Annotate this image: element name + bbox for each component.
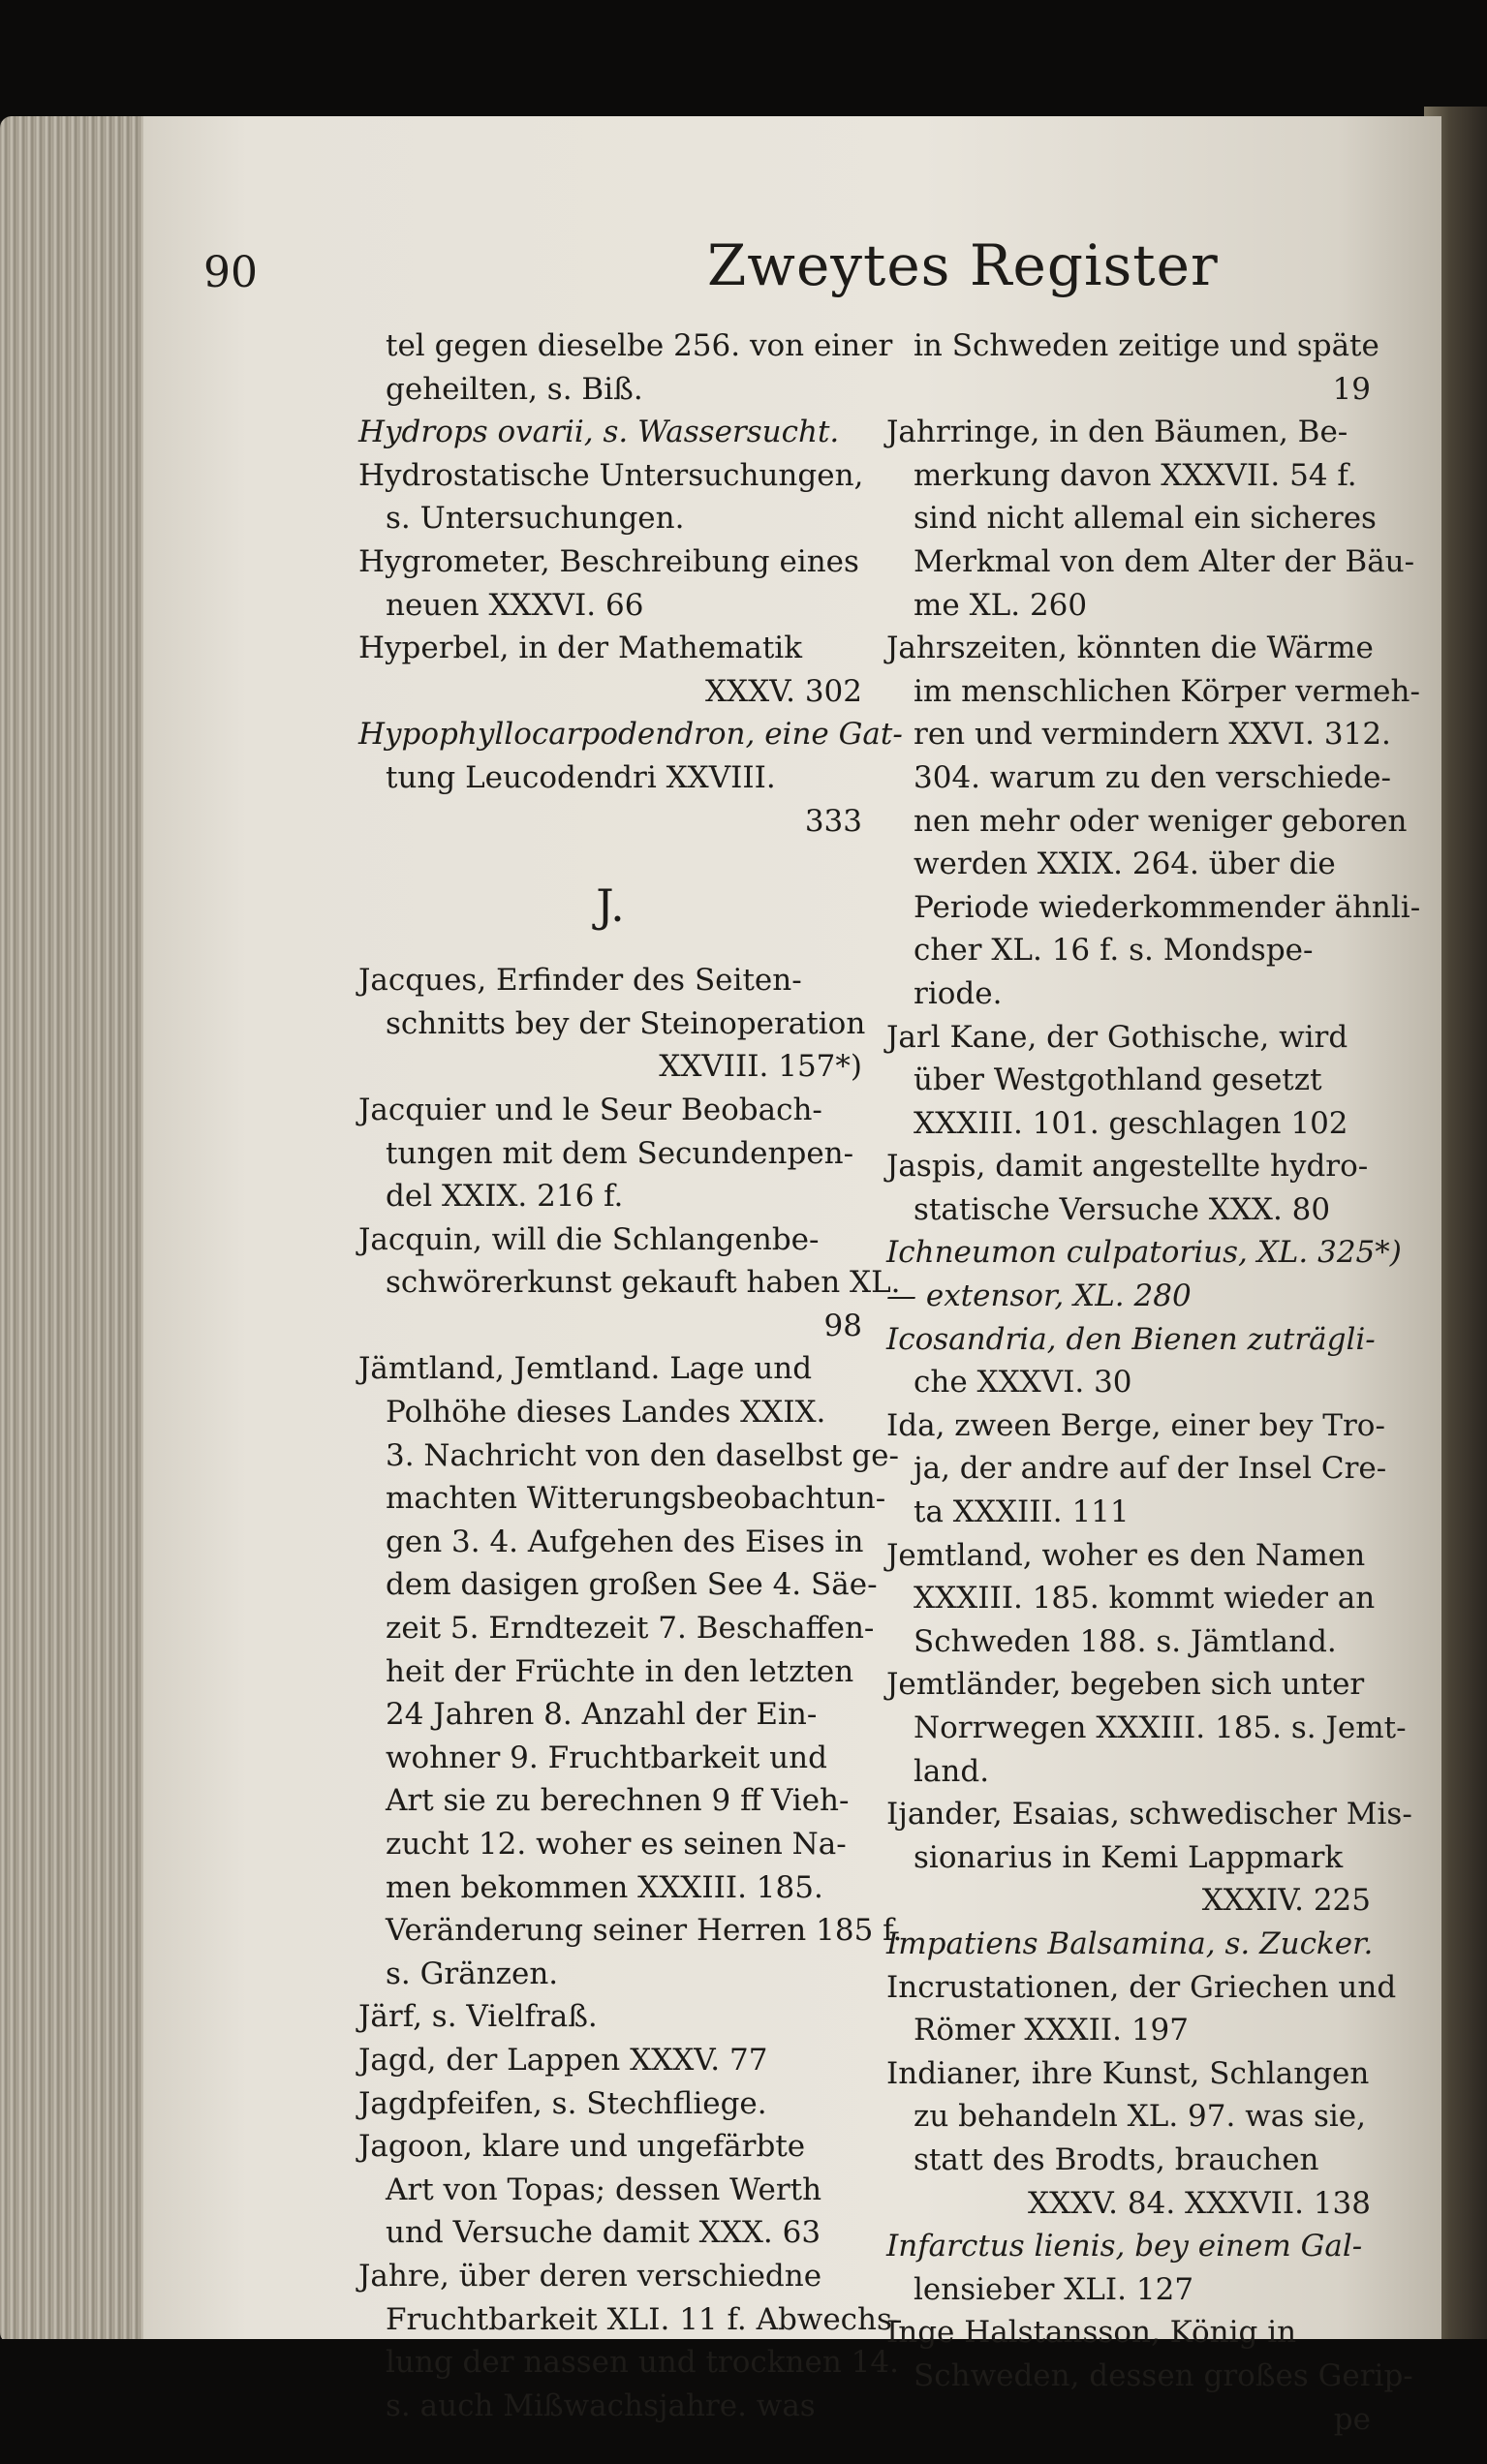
index-entry-line: Jemtland, woher es den Namen [886,1537,1366,1573]
index-entry-line: Icosandria, den Bienen zuträgli- [886,1321,1376,1357]
index-entry-line: Infarctus lienis, bey einem Gal- [886,2229,1363,2264]
index-entry-line: Jahrszeiten, könnten die Wärme [886,631,1374,666]
index-entry-line: Impatiens Balsamina, s. Zucker. [886,1925,1374,1961]
index-entry-line: me XL. 260 [914,587,1088,623]
index-entry-line: riode. [914,975,1003,1011]
index-entry-line: Hyperbel, in der Mathematik [358,631,802,666]
index-entry-line: Jemtländer, begeben sich unter [886,1667,1365,1703]
index-entry-line: Art sie zu berechnen 9 ff Vieh- [386,1783,850,1819]
index-entry-line: zucht 12. woher es seinen Na- [386,1827,847,1862]
index-entry-line: 19 [1332,371,1371,407]
index-entry-line: Jacquier und le Seur Beobach- [358,1092,822,1127]
index-entry-line: XXXIII. 185. kommt wieder an [914,1581,1376,1617]
index-entry-line: ren und vermindern XXVI. 312. [914,717,1391,753]
index-entry-line: tung Leucodendri XXVIII. [386,759,776,795]
index-entry-line: Ichneumon culpatorius, XL. 325*) [886,1235,1402,1271]
index-entry-line: Jaspis, damit angestellte hydro- [886,1149,1369,1185]
index-entry-line: XXVIII. 157*) [659,1049,862,1085]
index-entry-line: wohner 9. Fruchtbarkeit und [386,1740,827,1775]
index-entry-line: über Westgothland gesetzt [914,1063,1322,1098]
index-entry-line: sind nicht allemal ein sicheres [914,501,1377,537]
index-entry-line: Ida, zween Berge, einer bey Tro- [886,1407,1385,1443]
index-entry-line: Jahre, über deren verschiedne [358,2258,822,2294]
index-entry-line: Inge Halstansson, König in [886,2315,1297,2351]
index-entry-line: statt des Brodts, brauchen [914,2141,1319,2177]
index-entry-line: lung der nassen und trocknen 14. [386,2345,899,2381]
index-entry-line: merkung davon XXXVII. 54 f. [914,457,1357,493]
index-entry-line: 24 Jahren 8. Anzahl der Ein- [386,1697,818,1733]
index-entry-line: s. Untersuchungen. [386,501,685,537]
index-entry-line: Merkmal von dem Alter der Bäu- [914,543,1415,579]
index-entry-line: men bekommen XXXIII. 185. [386,1869,823,1905]
index-entry-line: Jagoon, klare und ungefärbte [358,2129,806,2165]
index-entry-line: 304. warum zu den verschiede- [914,759,1391,795]
index-entry-line: dem dasigen großen See 4. Säe- [386,1567,878,1603]
index-entry-line: Hydrostatische Untersuchungen, [358,457,864,493]
index-entry-line: land. [914,1753,990,1789]
index-entry-line: ja, der andre auf der Insel Cre- [914,1451,1387,1487]
index-entry-line: Jagd, der Lappen XXXV. 77 [358,2042,768,2078]
index-entry-line: neuen XXXVI. 66 [386,587,644,623]
index-entry-line: XXXIII. 101. geschlagen 102 [914,1105,1348,1141]
index-entry-line: machten Witterungsbeobachtun- [386,1481,886,1517]
index-entry-line: schnitts bey der Steinoperation [386,1005,866,1041]
index-entry-line: XXXIV. 225 [1201,1883,1371,1919]
index-entry-line: zu behandeln XL. 97. was sie, [914,2099,1366,2135]
index-entry-line: — extensor, XL. 280 [886,1278,1192,1314]
index-entry-line: statische Versuche XXX. 80 [914,1191,1331,1227]
index-entry-line: geheilten, s. Biß. [386,371,643,407]
index-entry-line: im menschlichen Körper vermeh- [914,673,1420,709]
index-entry-line: Hypophyllocarpodendron, eine Gat- [358,717,903,753]
index-entry-line: Hydrops ovarii, s. Wassersucht. [358,415,840,450]
index-entry-line: XXXV. 302 [704,673,862,709]
index-entry-line: Veränderung seiner Herren 185 f. [386,1913,903,1949]
running-head: Zweytes Register [707,232,1219,298]
book-page-edges [0,116,145,2344]
index-entry-line: Jämtland, Jemtland. Lage und [358,1351,813,1387]
index-entry-line: s. Gränzen. [386,1956,559,1991]
index-entry-line: heit der Früchte in den letzten [386,1653,854,1689]
index-entry-line: 3. Nachricht von den daselbst ge- [386,1437,899,1473]
index-entry-line: Ijander, Esaias, schwedischer Mis- [886,1797,1412,1833]
index-entry-line: sionarius in Kemi Lappmark [914,1839,1344,1875]
index-column-right [886,324,1421,2441]
index-entry-line: Römer XXXII. 197 [914,2013,1189,2048]
index-entry-line: Art von Topas; dessen Werth [386,2171,822,2207]
index-entry-line: XXXV. 84. XXXVII. 138 [1027,2185,1371,2221]
index-column-left [358,324,903,2427]
index-entry-line: Incrustationen, der Griechen und [886,1969,1397,2005]
index-entry-line: Indianer, ihre Kunst, Schlangen [886,2055,1370,2091]
section-letter-heading: J. [596,879,625,933]
index-entry-line: ta XXXIII. 111 [914,1494,1130,1530]
page-number: 90 [203,248,258,297]
index-entry-line: Jacques, Erfinder des Seiten- [358,963,802,999]
top-background [0,0,1487,121]
index-entry-line: in Schweden zeitige und späte [914,328,1379,363]
index-entry-line: Järf, s. Vielfraß. [358,1999,598,2035]
index-entry-line: schwörerkunst gekauft haben XL. [386,1265,901,1301]
index-entry-line: gen 3. 4. Aufgehen des Eises in [386,1524,864,1559]
index-entry-line: tel gegen dieselbe 256. von einer [386,328,893,363]
index-entry-line: s. auch Mißwachsjahre. was [386,2387,816,2423]
index-entry-line: che XXXVI. 30 [914,1365,1132,1401]
index-entry-line: tungen mit dem Secundenpen- [386,1135,854,1171]
index-entry-line: Jacquin, will die Schlangenbe- [358,1221,820,1257]
index-entry-line: 98 [823,1308,862,1343]
index-entry-line: Hygrometer, Beschreibung eines [358,543,859,579]
index-entry-line: Fruchtbarkeit XLI. 11 f. Abwechs- [386,2301,903,2337]
index-entry-line: Periode wiederkommender ähnli- [914,889,1421,925]
index-entry-line: Jarl Kane, der Gothische, wird [886,1019,1348,1055]
index-entry-line: pe [1333,2401,1371,2437]
index-entry-line: nen mehr oder weniger geboren [914,803,1408,839]
index-entry-line: Schweden 188. s. Jämtland. [914,1623,1337,1659]
index-entry-line: 333 [804,803,862,839]
index-entry-line: Schweden, dessen großes Gerip- [914,2357,1413,2393]
index-entry-line: lensieber XLI. 127 [914,2271,1194,2307]
index-entry-line: Jagdpfeifen, s. Stechfliege. [358,2085,767,2121]
index-entry-line: und Versuche damit XXX. 63 [386,2215,821,2251]
index-entry-line: werden XXIX. 264. über die [914,847,1336,882]
index-entry-line: del XXIX. 216 f. [386,1179,624,1215]
index-entry-line: Polhöhe dieses Landes XXIX. [386,1395,826,1431]
index-entry-line: cher XL. 16 f. s. Mondspe- [914,933,1314,969]
index-entry-line: Jahrringe, in den Bäumen, Be- [886,415,1348,450]
index-entry-line: Norrwegen XXXIII. 185. s. Jemt- [914,1710,1407,1745]
index-entry-line: zeit 5. Erndtezeit 7. Beschaffen- [386,1611,875,1647]
